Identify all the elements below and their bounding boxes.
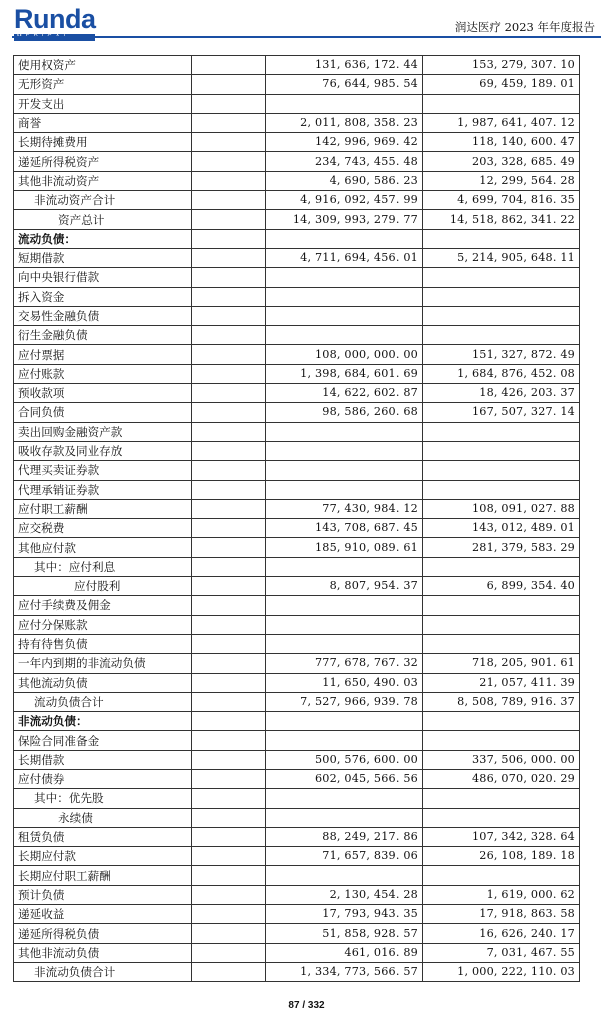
current-period-value [266, 94, 423, 113]
note-cell [192, 538, 266, 557]
table-row [14, 287, 580, 306]
row-label: 永续债 [14, 808, 192, 827]
row-label: 非流动负债： [14, 712, 192, 731]
note-cell [192, 827, 266, 846]
table-row [14, 924, 580, 943]
note-cell [192, 268, 266, 287]
note-cell [192, 441, 266, 460]
current-period-value [266, 461, 423, 480]
note-cell [192, 326, 266, 345]
prior-period-value: 1, 684, 876, 452. 08 [423, 364, 580, 383]
row-label: 非流动负债合计 [14, 962, 192, 981]
prior-period-value [423, 422, 580, 441]
current-period-value: 131, 636, 172. 44 [266, 56, 423, 75]
row-label: 应付票据 [14, 345, 192, 364]
row-label: 应付手续费及佣金 [14, 596, 192, 615]
current-period-value [266, 712, 423, 731]
prior-period-value: 18, 426, 203. 37 [423, 384, 580, 403]
current-period-value: 143, 708, 687. 45 [266, 519, 423, 538]
prior-period-value: 143, 012, 489. 01 [423, 519, 580, 538]
current-period-value [266, 596, 423, 615]
note-cell [192, 152, 266, 171]
row-label: 预收款项 [14, 384, 192, 403]
row-label: 短期借款 [14, 248, 192, 267]
row-label: 长期借款 [14, 750, 192, 769]
header-divider [12, 36, 601, 38]
prior-period-value: 26, 108, 189. 18 [423, 847, 580, 866]
table-row [14, 248, 580, 267]
current-period-value: 51, 858, 928. 57 [266, 924, 423, 943]
prior-period-value: 108, 091, 027. 88 [423, 499, 580, 518]
current-period-value: 71, 657, 839. 06 [266, 847, 423, 866]
prior-period-value: 21, 057, 411. 39 [423, 673, 580, 692]
note-cell [192, 364, 266, 383]
table-row [14, 113, 580, 132]
note-cell [192, 191, 266, 210]
row-label: 资产总计 [14, 210, 192, 229]
table-body [14, 56, 580, 982]
row-label: 代理承销证券款 [14, 480, 192, 499]
row-label: 其他非流动负债 [14, 943, 192, 962]
note-cell [192, 248, 266, 267]
prior-period-value: 1, 619, 000. 62 [423, 885, 580, 904]
prior-period-value: 8, 508, 789, 916. 37 [423, 692, 580, 711]
note-cell [192, 345, 266, 364]
prior-period-value [423, 731, 580, 750]
current-period-value [266, 634, 423, 653]
current-period-value [266, 229, 423, 248]
prior-period-value: 14, 518, 862, 341. 22 [423, 210, 580, 229]
table-row [14, 499, 580, 518]
current-period-value [266, 268, 423, 287]
row-label: 其他非流动资产 [14, 171, 192, 190]
row-label: 保险合同准备金 [14, 731, 192, 750]
page-number: 87 / 332 [288, 1000, 325, 1011]
prior-period-value: 153, 279, 307. 10 [423, 56, 580, 75]
prior-period-value: 107, 342, 328. 64 [423, 827, 580, 846]
current-period-value: 8, 807, 954. 37 [266, 577, 423, 596]
row-label: 长期应付职工薪酬 [14, 866, 192, 885]
row-label: 衍生金融负债 [14, 326, 192, 345]
table-row [14, 422, 580, 441]
note-cell [192, 750, 266, 769]
note-cell [192, 885, 266, 904]
row-label: 应交税费 [14, 519, 192, 538]
prior-period-value: 281, 379, 583. 29 [423, 538, 580, 557]
row-label: 持有待售负债 [14, 634, 192, 653]
table-row [14, 885, 580, 904]
note-cell [192, 924, 266, 943]
prior-period-value: 6, 899, 354. 40 [423, 577, 580, 596]
table-row [14, 827, 580, 846]
row-label: 租赁负债 [14, 827, 192, 846]
note-cell [192, 403, 266, 422]
prior-period-value [423, 615, 580, 634]
row-label: 预计负债 [14, 885, 192, 904]
prior-period-value [423, 326, 580, 345]
table-row [14, 56, 580, 75]
row-label: 商誉 [14, 113, 192, 132]
current-period-value [266, 731, 423, 750]
row-label: 交易性金融负债 [14, 306, 192, 325]
note-cell [192, 287, 266, 306]
prior-period-value [423, 229, 580, 248]
prior-period-value: 151, 327, 872. 49 [423, 345, 580, 364]
note-cell [192, 210, 266, 229]
table-row [14, 557, 580, 576]
row-label: 其中：应付利息 [14, 557, 192, 576]
row-label: 其他流动负债 [14, 673, 192, 692]
table-row [14, 538, 580, 557]
note-cell [192, 847, 266, 866]
prior-period-value: 7, 031, 467. 55 [423, 943, 580, 962]
row-label: 递延所得税负债 [14, 924, 192, 943]
table-row [14, 364, 580, 383]
row-label: 向中央银行借款 [14, 268, 192, 287]
row-label: 非流动资产合计 [14, 191, 192, 210]
table-row [14, 808, 580, 827]
prior-period-value [423, 480, 580, 499]
note-cell [192, 557, 266, 576]
current-period-value: 76, 644, 985. 54 [266, 75, 423, 94]
prior-period-value [423, 789, 580, 808]
table-row [14, 403, 580, 422]
note-cell [192, 596, 266, 615]
table-row [14, 866, 580, 885]
table-row [14, 519, 580, 538]
table-row [14, 712, 580, 731]
table-row [14, 326, 580, 345]
prior-period-value: 69, 459, 189. 01 [423, 75, 580, 94]
prior-period-value [423, 441, 580, 460]
note-cell [192, 731, 266, 750]
note-cell [192, 905, 266, 924]
current-period-value: 4, 916, 092, 457. 99 [266, 191, 423, 210]
row-label: 流动负债： [14, 229, 192, 248]
row-label: 应付股利 [14, 577, 192, 596]
table-row [14, 229, 580, 248]
note-cell [192, 384, 266, 403]
prior-period-value [423, 94, 580, 113]
note-cell [192, 866, 266, 885]
table-row [14, 345, 580, 364]
note-cell [192, 229, 266, 248]
current-period-value [266, 326, 423, 345]
current-period-value [266, 557, 423, 576]
note-cell [192, 577, 266, 596]
current-period-value: 2, 130, 454. 28 [266, 885, 423, 904]
row-label: 长期待摊费用 [14, 133, 192, 152]
current-period-value: 7, 527, 966, 939. 78 [266, 692, 423, 711]
table-row [14, 480, 580, 499]
row-label: 递延收益 [14, 905, 192, 924]
table-row [14, 847, 580, 866]
current-period-value: 500, 576, 600. 00 [266, 750, 423, 769]
row-label: 代理买卖证券款 [14, 461, 192, 480]
prior-period-value [423, 866, 580, 885]
row-label: 合同负债 [14, 403, 192, 422]
prior-period-value [423, 461, 580, 480]
table-row [14, 789, 580, 808]
prior-period-value: 12, 299, 564. 28 [423, 171, 580, 190]
table-row [14, 596, 580, 615]
report-title: 润达医疗 2023 年年度报告 [454, 20, 595, 34]
table-row [14, 133, 580, 152]
table-row [14, 94, 580, 113]
row-label: 其中：优先股 [14, 789, 192, 808]
prior-period-value: 718, 205, 901. 61 [423, 654, 580, 673]
current-period-value: 14, 622, 602. 87 [266, 384, 423, 403]
row-label: 无形资产 [14, 75, 192, 94]
prior-period-value [423, 634, 580, 653]
note-cell [192, 789, 266, 808]
current-period-value: 11, 650, 490. 03 [266, 673, 423, 692]
current-period-value [266, 306, 423, 325]
table-row [14, 905, 580, 924]
current-period-value [266, 480, 423, 499]
prior-period-value [423, 596, 580, 615]
current-period-value: 777, 678, 767. 32 [266, 654, 423, 673]
note-cell [192, 808, 266, 827]
note-cell [192, 133, 266, 152]
prior-period-value: 5, 214, 905, 648. 11 [423, 248, 580, 267]
table-row [14, 673, 580, 692]
prior-period-value: 17, 918, 863. 58 [423, 905, 580, 924]
table-row [14, 306, 580, 325]
current-period-value: 2, 011, 808, 358. 23 [266, 113, 423, 132]
note-cell [192, 712, 266, 731]
table-row [14, 615, 580, 634]
note-cell [192, 943, 266, 962]
balance-sheet-table [13, 55, 580, 982]
note-cell [192, 654, 266, 673]
prior-period-value [423, 557, 580, 576]
prior-period-value: 203, 328, 685. 49 [423, 152, 580, 171]
current-period-value: 602, 045, 566. 56 [266, 769, 423, 788]
table-row [14, 750, 580, 769]
prior-period-value: 16, 626, 240. 17 [423, 924, 580, 943]
table-row [14, 384, 580, 403]
current-period-value: 4, 711, 694, 456. 01 [266, 248, 423, 267]
row-label: 其他应付款 [14, 538, 192, 557]
prior-period-value: 1, 000, 222, 110. 03 [423, 962, 580, 981]
table-row [14, 962, 580, 981]
table-row [14, 461, 580, 480]
note-cell [192, 615, 266, 634]
note-cell [192, 769, 266, 788]
current-period-value: 77, 430, 984. 12 [266, 499, 423, 518]
row-label: 吸收存款及同业存放 [14, 441, 192, 460]
prior-period-value [423, 712, 580, 731]
table-row [14, 268, 580, 287]
prior-period-value [423, 306, 580, 325]
current-period-value [266, 287, 423, 306]
row-label: 递延所得税资产 [14, 152, 192, 171]
prior-period-value [423, 808, 580, 827]
table-row [14, 943, 580, 962]
logo-wordmark: Runda [14, 4, 96, 34]
note-cell [192, 692, 266, 711]
table-row [14, 731, 580, 750]
current-period-value: 108, 000, 000. 00 [266, 345, 423, 364]
current-period-value: 98, 586, 260. 68 [266, 403, 423, 422]
table-row [14, 171, 580, 190]
note-cell [192, 75, 266, 94]
current-period-value [266, 441, 423, 460]
note-cell [192, 519, 266, 538]
table-row [14, 441, 580, 460]
current-period-value [266, 615, 423, 634]
prior-period-value: 4, 699, 704, 816. 35 [423, 191, 580, 210]
row-label: 拆入资金 [14, 287, 192, 306]
note-cell [192, 673, 266, 692]
row-label: 一年内到期的非流动负债 [14, 654, 192, 673]
current-period-value [266, 808, 423, 827]
note-cell [192, 461, 266, 480]
note-cell [192, 56, 266, 75]
table-row [14, 577, 580, 596]
current-period-value [266, 866, 423, 885]
table-row [14, 634, 580, 653]
current-period-value: 17, 793, 943. 35 [266, 905, 423, 924]
current-period-value: 461, 016. 89 [266, 943, 423, 962]
note-cell [192, 634, 266, 653]
prior-period-value: 337, 506, 000. 00 [423, 750, 580, 769]
current-period-value: 185, 910, 089. 61 [266, 538, 423, 557]
table-row [14, 769, 580, 788]
row-label: 开发支出 [14, 94, 192, 113]
table-row [14, 152, 580, 171]
current-period-value [266, 789, 423, 808]
row-label: 应付分保账款 [14, 615, 192, 634]
table-row [14, 692, 580, 711]
prior-period-value: 486, 070, 020. 29 [423, 769, 580, 788]
prior-period-value: 118, 140, 600. 47 [423, 133, 580, 152]
current-period-value: 234, 743, 455. 48 [266, 152, 423, 171]
row-label: 流动负债合计 [14, 692, 192, 711]
note-cell [192, 422, 266, 441]
table-row [14, 75, 580, 94]
current-period-value [266, 422, 423, 441]
current-period-value: 1, 398, 684, 601. 69 [266, 364, 423, 383]
table-row [14, 191, 580, 210]
note-cell [192, 306, 266, 325]
prior-period-value: 167, 507, 327. 14 [423, 403, 580, 422]
note-cell [192, 94, 266, 113]
note-cell [192, 171, 266, 190]
row-label: 应付账款 [14, 364, 192, 383]
current-period-value: 1, 334, 773, 566. 57 [266, 962, 423, 981]
table-row [14, 210, 580, 229]
current-period-value: 4, 690, 586. 23 [266, 171, 423, 190]
current-period-value: 88, 249, 217. 86 [266, 827, 423, 846]
current-period-value: 142, 996, 969. 42 [266, 133, 423, 152]
note-cell [192, 499, 266, 518]
prior-period-value: 1, 987, 641, 407. 12 [423, 113, 580, 132]
note-cell [192, 480, 266, 499]
note-cell [192, 962, 266, 981]
row-label: 长期应付款 [14, 847, 192, 866]
prior-period-value [423, 287, 580, 306]
row-label: 使用权资产 [14, 56, 192, 75]
note-cell [192, 113, 266, 132]
row-label: 卖出回购金融资产款 [14, 422, 192, 441]
table-row [14, 654, 580, 673]
row-label: 应付债券 [14, 769, 192, 788]
prior-period-value [423, 268, 580, 287]
row-label: 应付职工薪酬 [14, 499, 192, 518]
current-period-value: 14, 309, 993, 279. 77 [266, 210, 423, 229]
